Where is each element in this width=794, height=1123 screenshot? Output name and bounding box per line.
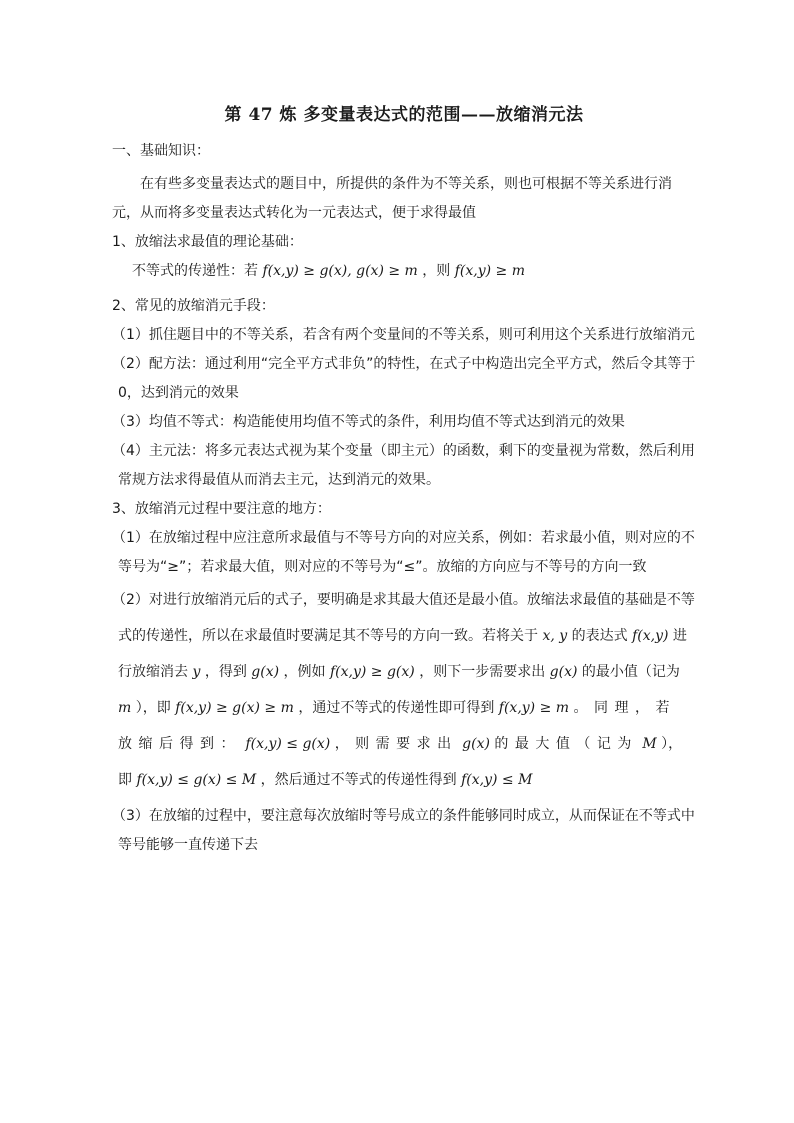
note-item-1: （1）在放缩过程中应注意所求最值与不等号方向的对应关系，例如：若求最小值，则对应的不等号为“≥”；若求最大值，则对应的不等号为“≤”。放缩的方向应与不等号的方向一致 (112, 530, 695, 575)
note-item-2: （2）对进行放缩消元后的式子，要明确是求其最大值还是最小值。放缩法求最值的基础是不等式的传递性，所以在求最值时要满足其不等号的方向一致。若将关于 x, y 的表达式 f(x,y) 进行放缩消去 y ，得到 g(x) ，例如 f(x,y) ≥ g(x) ，则下一步需要求出 g(x) 的最小值（记为 m ），即 f(x,y) ≥ g(x) ≥ m ，通过不等式的传递性即可得到 f(x,y) ≥ m 。同理，若放缩后得到： f(x,y) ≤ g(x) ，则需要求出 g(x) 的最大值（记为 M ），即 f(x,y) ≤ g(x) ≤ M ，然后通过不等式的传递性得到 f(x,y) ≤ M (112, 592, 695, 788)
method-item-4: （4）主元法：将多元表达式视为某个变量（即主元）的函数，剩下的变量视为常数，然后利用常规方法求得最值从而消去主元，达到消元的效果。 (112, 443, 695, 488)
method-item-3: （3）均值不等式：构造能使用均值不等式的条件，利用均值不等式达到消元的效果 (112, 414, 625, 430)
page-title: 第 47 炼 多变量表达式的范围——放缩消元法 (224, 105, 584, 125)
transitivity-condition: f(x,y) ≥ g(x), g(x) ≥ m (262, 263, 418, 279)
math-gx: g(x) (251, 664, 280, 680)
subheading-theory: 1、放缩法求最值的理论基础： (112, 234, 303, 250)
note-item-3: （3）在放缩的过程中，要注意每次放缩时等号成立的条件能够同时成立，从而保证在不等式中等号能够一直传递下去 (112, 808, 695, 853)
intro-paragraph: 在有些多变量表达式的题目中，所提供的条件为不等关系，则也可根据不等关系进行消元，从而将多变量表达式转化为一元表达式，便于求得最值 (112, 176, 672, 221)
subheading-methods: 2、常见的放缩消元手段： (112, 298, 275, 314)
math-vars-xy: x, y (542, 628, 568, 644)
math-chain-1: f(x,y) ≥ g(x) ≥ m (175, 700, 294, 716)
math-result-1: f(x,y) ≥ m (498, 700, 570, 716)
math-example-2: f(x,y) ≤ g(x) (245, 736, 331, 752)
method-item-1: （1）抓住题目中的不等关系，若含有两个变量间的不等关系，则可利用这个关系进行放缩消元 (112, 327, 695, 343)
section-heading-basics: 一、基础知识： (112, 143, 210, 159)
math-m: m (118, 700, 132, 716)
math-example-1: f(x,y) ≥ g(x) (329, 664, 415, 680)
transitivity-statement (112, 257, 696, 286)
math-result-2: f(x,y) ≤ M (461, 772, 533, 788)
math-chain-2: f(x,y) ≤ g(x) ≤ M (136, 772, 257, 788)
math-gx-max: g(x) (462, 736, 490, 752)
method-item-2: （2）配方法：通过利用“完全平方式非负”的特性，在式子中构造出完全平方式，然后令其等于 0，达到消元的效果 (112, 356, 696, 401)
math-y: y (192, 664, 201, 680)
transitivity-then: ，则 (422, 263, 451, 279)
transitivity-result: f(x,y) ≥ m (454, 263, 526, 279)
subheading-notes: 3、放缩消元过程中要注意的地方： (112, 501, 331, 517)
math-gx-min: g(x) (549, 664, 578, 680)
math-M: M (642, 736, 657, 752)
transitivity-lead: 不等式的传递性：若 (132, 263, 258, 279)
math-fxy: f(x,y) (632, 628, 669, 644)
document-body (112, 100, 696, 860)
